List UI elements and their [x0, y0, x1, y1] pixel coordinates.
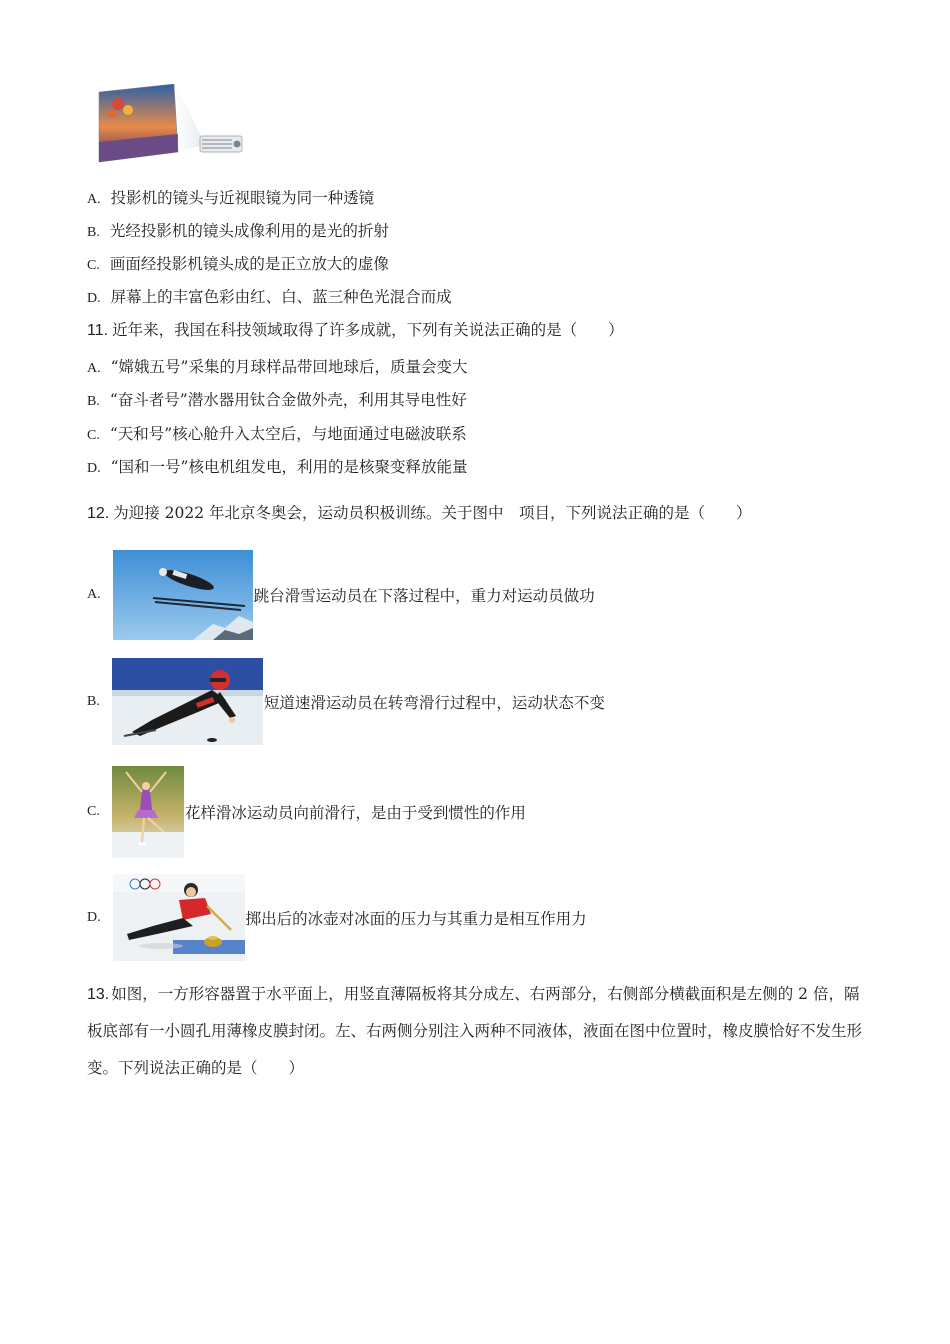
ski-jump-photo	[113, 550, 253, 640]
q10-option-b: B. 光经投影机的镜头成像利用的是光的折射	[87, 222, 389, 240]
q12-option-c: C. 花样滑冰运动员向前滑行，是由于受到惯性的作用	[87, 766, 526, 858]
q11-option-a: A. “嫦娥五号”采集的月球样品带回地球后，质量会变大	[87, 358, 468, 376]
q11-option-c: C. “天和号”核心舱升入太空后，与地面通过电磁波联系	[87, 425, 467, 443]
q12-option-a: A. 跳台滑雪运动员在下落过程中，重力对运动员做功	[87, 550, 595, 640]
q11-option-b: B. “奋斗者号”潜水器用钛合金做外壳，利用其导电性好	[87, 391, 467, 409]
q10-option-d: D. 屏幕上的丰富色彩由红、白、蓝三种色光混合而成	[87, 288, 452, 306]
curling-photo	[113, 874, 245, 961]
q11-stem: 11. 近年来，我国在科技领域取得了许多成就，下列有关说法正确的是（ ）	[87, 321, 624, 339]
q12-option-d: D. 掷出后的冰壶对冰面的压力与其重力是相互作用力	[87, 874, 587, 961]
q10-option-a: A. 投影机的镜头与近视眼镜为同一种透镜	[87, 189, 375, 207]
q11-option-d: D. “国和一号”核电机组发电，利用的是核聚变释放能量	[87, 458, 468, 476]
figure-skating-photo	[112, 766, 184, 858]
q12-stem: 12. 为迎接 2022 年北京冬奥会，运动员积极训练。关于图中 项目，下列说法正确的是（ ）	[87, 504, 752, 522]
projector-figure	[96, 84, 246, 166]
q13-stem: 13. 如图，一方形容器置于水平面上，用竖直薄隔板将其分成左、右两部分，右侧部分横截面积是左侧的 2 倍，隔板底部有一小圆孔用薄橡皮膜封闭。左、右两侧分别注入两种不同液体，液面在图中位置时，橡皮膜恰好不发生形变。下列说法正确的是（ ）	[87, 985, 863, 1077]
short-track-photo	[112, 658, 263, 745]
q10-option-c: C. 画面经投影机镜头成的是正立放大的虚像	[87, 255, 389, 273]
q12-option-b: B. 短道速滑运动员在转弯滑行过程中，运动状态不变	[87, 658, 605, 745]
